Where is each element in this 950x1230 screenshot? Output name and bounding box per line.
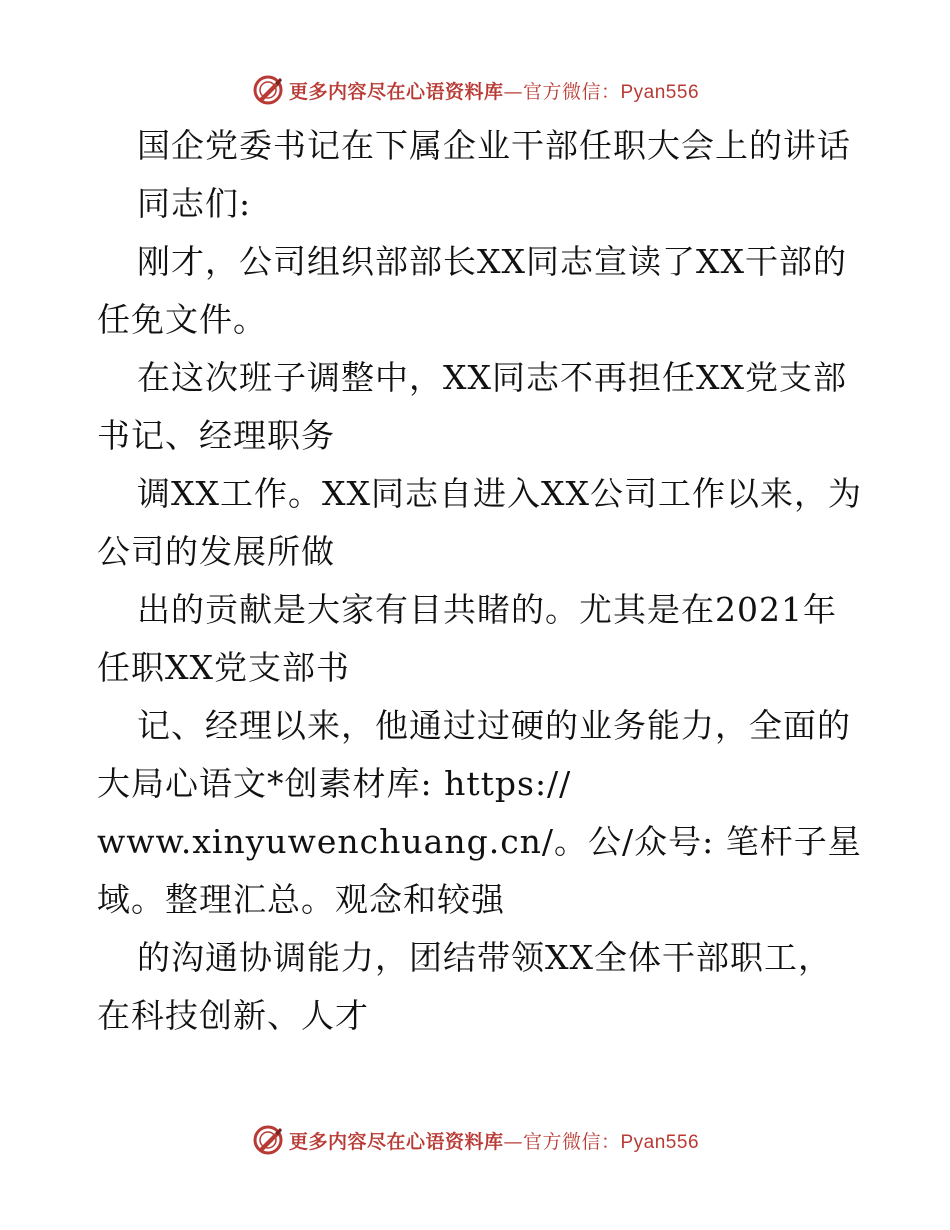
paragraph-line: 大局心语文*创素材库: https://	[97, 764, 572, 803]
header-banner-wechat-id: Pyan556	[620, 81, 700, 103]
footer-banner-wechat-id: Pyan556	[620, 1131, 700, 1153]
paragraph-line: 调XX工作。XX同志自进入XX公司工作以来，为	[137, 474, 862, 513]
paragraph-line: 在科技创新、人才	[97, 996, 369, 1035]
salutation: 同志们:	[137, 184, 252, 223]
pen-logo-icon	[251, 1123, 285, 1157]
paragraph-line: 出的贡献是大家有目共睹的。尤其是在2021年	[137, 590, 837, 629]
footer-banner-title: 更多内容尽在心语资料库	[288, 1130, 504, 1153]
paragraph-line: 记、经理以来，他通过过硬的业务能力，全面的	[137, 706, 851, 745]
paragraph-line: 刚才，公司组织部部长XX同志宣读了XX干部的	[137, 242, 847, 281]
header-banner-official-label: 官方微信：	[522, 80, 621, 103]
paragraph-line: 书记、经理职务	[97, 416, 335, 455]
footer-banner-separator: —	[503, 1130, 523, 1153]
document-title: 国企党委书记在下属企业干部任职大会上的讲话	[137, 126, 851, 165]
pen-logo-icon	[251, 73, 285, 107]
footer-banner-official-label: 官方微信：	[522, 1130, 621, 1153]
header-banner-title: 更多内容尽在心语资料库	[288, 80, 504, 103]
paragraph-line: www.xinyuwenchuang.cn/。公/众号: 笔杆子星	[97, 822, 862, 861]
paragraph-line: 任免文件。	[97, 300, 267, 339]
paragraph-line: 域。整理汇总。观念和较强	[97, 880, 505, 919]
paragraph-line: 公司的发展所做	[97, 532, 335, 571]
header-banner-separator: —	[503, 80, 523, 103]
paragraph-line: 在这次班子调整中，XX同志不再担任XX党支部	[137, 358, 847, 397]
header-banner	[0, 70, 950, 110]
paragraph-line: 任职XX党支部书	[97, 648, 350, 687]
paragraph-line: 的沟通协调能力，团结带领XX全体干部职工，	[137, 938, 832, 977]
footer-banner	[0, 1120, 950, 1160]
